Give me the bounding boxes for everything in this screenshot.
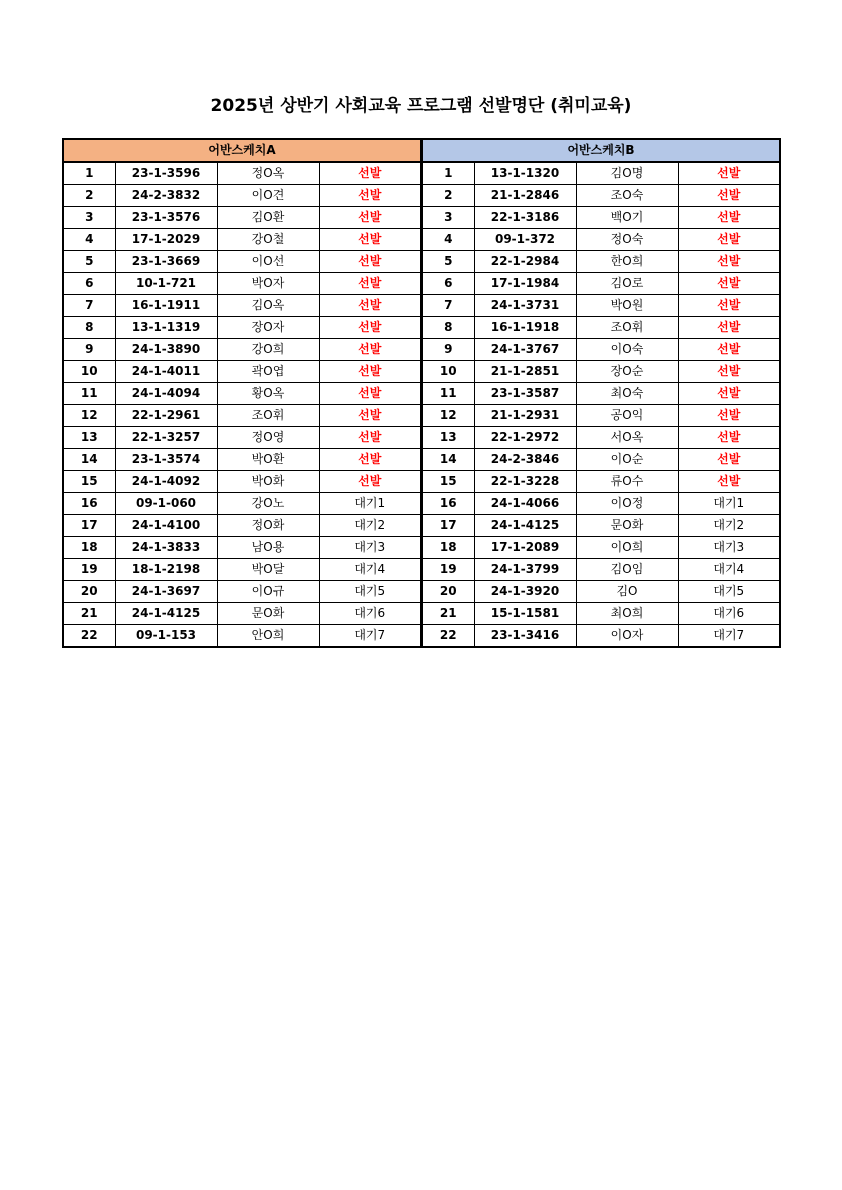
applicant-id: 24-1-3731 (474, 295, 576, 317)
table-row (63, 581, 421, 603)
table-row (422, 339, 780, 361)
row-number: 14 (422, 449, 474, 471)
selection-status: 대기4 (319, 559, 421, 581)
selection-status: 선발 (678, 361, 780, 383)
row-number: 4 (422, 229, 474, 251)
applicant-id: 24-1-3890 (115, 339, 217, 361)
table-row (63, 361, 421, 383)
applicant-name: 황O옥 (217, 383, 319, 405)
selection-status: 선발 (319, 162, 421, 185)
applicant-id: 21-1-2851 (474, 361, 576, 383)
table-row (63, 273, 421, 295)
applicant-id: 09-1-060 (115, 493, 217, 515)
applicant-id: 13-1-1320 (474, 162, 576, 185)
selection-status: 선발 (678, 471, 780, 493)
selection-status: 선발 (319, 251, 421, 273)
row-number: 15 (63, 471, 115, 493)
row-number: 5 (422, 251, 474, 273)
applicant-id: 24-1-3697 (115, 581, 217, 603)
selection-status: 선발 (319, 471, 421, 493)
selection-status: 대기5 (319, 581, 421, 603)
table-row (63, 603, 421, 625)
table-row (63, 515, 421, 537)
applicant-name: 강O철 (217, 229, 319, 251)
row-number: 6 (422, 273, 474, 295)
table-row (63, 471, 421, 493)
table-row (422, 295, 780, 317)
applicant-name: 안O희 (217, 625, 319, 648)
applicant-name: 박O환 (217, 449, 319, 471)
selection-status: 선발 (678, 383, 780, 405)
selection-status: 선발 (319, 361, 421, 383)
table-row (422, 471, 780, 493)
selection-status: 선발 (319, 317, 421, 339)
applicant-id: 17-1-1984 (474, 273, 576, 295)
selection-status: 선발 (678, 229, 780, 251)
applicant-name: 남O용 (217, 537, 319, 559)
row-number: 11 (422, 383, 474, 405)
table-row (63, 449, 421, 471)
applicant-id: 23-1-3596 (115, 162, 217, 185)
applicant-name: 이O선 (217, 251, 319, 273)
applicant-name: 최O희 (576, 603, 678, 625)
selection-status: 선발 (319, 295, 421, 317)
table-row (422, 427, 780, 449)
applicant-name: 최O숙 (576, 383, 678, 405)
table-row (63, 229, 421, 251)
selection-status: 선발 (319, 273, 421, 295)
applicant-id: 22-1-3228 (474, 471, 576, 493)
applicant-id: 24-1-3767 (474, 339, 576, 361)
row-number: 1 (422, 162, 474, 185)
selection-status: 대기3 (678, 537, 780, 559)
table-row (422, 449, 780, 471)
table-row (422, 603, 780, 625)
selection-status: 대기5 (678, 581, 780, 603)
table-row (63, 295, 421, 317)
table-row (422, 317, 780, 339)
row-number: 10 (422, 361, 474, 383)
applicant-name: 박O화 (217, 471, 319, 493)
table-group-b (421, 138, 781, 648)
row-number: 18 (422, 537, 474, 559)
applicant-id: 23-1-3576 (115, 207, 217, 229)
selection-status: 선발 (319, 185, 421, 207)
applicant-id: 23-1-3574 (115, 449, 217, 471)
selection-status: 선발 (678, 251, 780, 273)
applicant-id: 15-1-1581 (474, 603, 576, 625)
selection-status: 선발 (678, 449, 780, 471)
selection-status: 선발 (319, 339, 421, 361)
row-number: 17 (422, 515, 474, 537)
selection-status: 선발 (319, 405, 421, 427)
row-number: 3 (422, 207, 474, 229)
selection-status: 대기3 (319, 537, 421, 559)
applicant-name: 박O원 (576, 295, 678, 317)
table-row (422, 581, 780, 603)
applicant-name: 이O규 (217, 581, 319, 603)
table-row (63, 427, 421, 449)
applicant-id: 24-1-4125 (115, 603, 217, 625)
applicant-name: 이O순 (576, 449, 678, 471)
applicant-id: 10-1-721 (115, 273, 217, 295)
table-row (422, 162, 780, 185)
applicant-id: 23-1-3587 (474, 383, 576, 405)
table-row (422, 537, 780, 559)
applicant-id: 24-1-4011 (115, 361, 217, 383)
selection-status: 선발 (678, 295, 780, 317)
applicant-id: 24-1-3833 (115, 537, 217, 559)
row-number: 4 (63, 229, 115, 251)
applicant-name: 조O휘 (217, 405, 319, 427)
applicant-id: 24-2-3846 (474, 449, 576, 471)
row-number: 22 (422, 625, 474, 648)
applicant-id: 18-1-2198 (115, 559, 217, 581)
row-number: 6 (63, 273, 115, 295)
table-row (63, 207, 421, 229)
applicant-name: 박O달 (217, 559, 319, 581)
applicant-id: 24-1-4066 (474, 493, 576, 515)
row-number: 19 (63, 559, 115, 581)
selection-status: 선발 (319, 207, 421, 229)
selection-status: 대기7 (319, 625, 421, 648)
table-row (63, 625, 421, 648)
applicant-name: 이O자 (576, 625, 678, 648)
selection-status: 대기2 (678, 515, 780, 537)
table-row (63, 162, 421, 185)
row-number: 20 (63, 581, 115, 603)
table-row (422, 559, 780, 581)
table-row (63, 339, 421, 361)
selection-status: 선발 (678, 339, 780, 361)
row-number: 21 (422, 603, 474, 625)
table-row (63, 493, 421, 515)
selection-status: 선발 (678, 427, 780, 449)
applicant-name: 김O로 (576, 273, 678, 295)
applicant-name: 김O명 (576, 162, 678, 185)
row-number: 2 (422, 185, 474, 207)
applicant-id: 13-1-1319 (115, 317, 217, 339)
applicant-name: 박O자 (217, 273, 319, 295)
selection-status: 선발 (319, 383, 421, 405)
table-row (63, 405, 421, 427)
row-number: 20 (422, 581, 474, 603)
applicant-name: 서O옥 (576, 427, 678, 449)
applicant-name: 장O자 (217, 317, 319, 339)
row-number: 7 (63, 295, 115, 317)
row-number: 22 (63, 625, 115, 648)
applicant-name: 강O노 (217, 493, 319, 515)
applicant-name: 문O화 (217, 603, 319, 625)
selection-status: 대기1 (678, 493, 780, 515)
applicant-id: 22-1-2961 (115, 405, 217, 427)
applicant-name: 이O정 (576, 493, 678, 515)
applicant-name: 김O환 (217, 207, 319, 229)
applicant-id: 24-1-4094 (115, 383, 217, 405)
applicant-id: 22-1-2972 (474, 427, 576, 449)
applicant-id: 09-1-153 (115, 625, 217, 648)
applicant-id: 23-1-3416 (474, 625, 576, 648)
row-number: 15 (422, 471, 474, 493)
group-a-header: 어반스케치A (63, 139, 421, 162)
row-number: 11 (63, 383, 115, 405)
table-row (63, 185, 421, 207)
table-row (63, 383, 421, 405)
group-b-header: 어반스케치B (422, 139, 780, 162)
table-row (422, 493, 780, 515)
table-row (422, 625, 780, 648)
row-number: 19 (422, 559, 474, 581)
selection-status: 대기6 (319, 603, 421, 625)
table-row (422, 229, 780, 251)
applicant-id: 22-1-3186 (474, 207, 576, 229)
selection-status: 대기4 (678, 559, 780, 581)
applicant-name: 백O기 (576, 207, 678, 229)
row-number: 1 (63, 162, 115, 185)
row-number: 8 (63, 317, 115, 339)
applicant-id: 22-1-2984 (474, 251, 576, 273)
applicant-name: 정O옥 (217, 162, 319, 185)
table-row (422, 361, 780, 383)
row-number: 14 (63, 449, 115, 471)
table-group-a (62, 138, 422, 648)
applicant-id: 21-1-2931 (474, 405, 576, 427)
applicant-name: 장O순 (576, 361, 678, 383)
applicant-id: 24-1-4100 (115, 515, 217, 537)
row-number: 12 (63, 405, 115, 427)
row-number: 16 (63, 493, 115, 515)
row-number: 16 (422, 493, 474, 515)
row-number: 17 (63, 515, 115, 537)
table-row (422, 185, 780, 207)
row-number: 12 (422, 405, 474, 427)
row-number: 3 (63, 207, 115, 229)
row-number: 8 (422, 317, 474, 339)
selection-status: 선발 (678, 405, 780, 427)
applicant-name: 조O숙 (576, 185, 678, 207)
applicant-id: 22-1-3257 (115, 427, 217, 449)
table-row (63, 317, 421, 339)
applicant-name: 김O옥 (217, 295, 319, 317)
page-title: 2025년 상반기 사회교육 프로그램 선발명단 (취미교육) (210, 96, 632, 116)
applicant-id: 24-2-3832 (115, 185, 217, 207)
applicant-name: 곽O엽 (217, 361, 319, 383)
applicant-name: 정O화 (217, 515, 319, 537)
table-row (422, 251, 780, 273)
selection-status: 선발 (678, 162, 780, 185)
selection-status: 대기2 (319, 515, 421, 537)
row-number: 9 (63, 339, 115, 361)
applicant-id: 21-1-2846 (474, 185, 576, 207)
applicant-id: 23-1-3669 (115, 251, 217, 273)
row-number: 13 (422, 427, 474, 449)
table-row (63, 537, 421, 559)
table-row (422, 207, 780, 229)
selection-status: 선발 (678, 273, 780, 295)
selection-status: 선발 (319, 427, 421, 449)
applicant-id: 09-1-372 (474, 229, 576, 251)
table-row (422, 405, 780, 427)
applicant-name: 강O희 (217, 339, 319, 361)
applicant-id: 24-1-3799 (474, 559, 576, 581)
selection-status: 선발 (319, 449, 421, 471)
row-number: 9 (422, 339, 474, 361)
row-number: 13 (63, 427, 115, 449)
applicant-name: 문O화 (576, 515, 678, 537)
applicant-name: 이O견 (217, 185, 319, 207)
applicant-id: 24-1-4092 (115, 471, 217, 493)
table-row (63, 559, 421, 581)
row-number: 10 (63, 361, 115, 383)
table-row (422, 515, 780, 537)
applicant-name: 이O숙 (576, 339, 678, 361)
applicant-name: 류O수 (576, 471, 678, 493)
table-row (422, 273, 780, 295)
applicant-id: 17-1-2089 (474, 537, 576, 559)
selection-status: 선발 (678, 317, 780, 339)
row-number: 18 (63, 537, 115, 559)
applicant-name: 이O희 (576, 537, 678, 559)
applicant-id: 17-1-2029 (115, 229, 217, 251)
row-number: 21 (63, 603, 115, 625)
table-row (63, 251, 421, 273)
selection-status: 선발 (678, 207, 780, 229)
applicant-id: 16-1-1918 (474, 317, 576, 339)
applicant-id: 24-1-3920 (474, 581, 576, 603)
applicant-name: 조O휘 (576, 317, 678, 339)
applicant-id: 24-1-4125 (474, 515, 576, 537)
applicant-name: 한O희 (576, 251, 678, 273)
applicant-name: 공O익 (576, 405, 678, 427)
selection-status: 선발 (678, 185, 780, 207)
table-row (422, 383, 780, 405)
row-number: 7 (422, 295, 474, 317)
applicant-name: 정O영 (217, 427, 319, 449)
applicant-name: 김O (576, 581, 678, 603)
selection-status: 대기6 (678, 603, 780, 625)
row-number: 5 (63, 251, 115, 273)
applicant-name: 정O숙 (576, 229, 678, 251)
selection-status: 대기1 (319, 493, 421, 515)
selection-status: 선발 (319, 229, 421, 251)
row-number: 2 (63, 185, 115, 207)
applicant-id: 16-1-1911 (115, 295, 217, 317)
applicant-name: 김O임 (576, 559, 678, 581)
selection-status: 대기7 (678, 625, 780, 648)
